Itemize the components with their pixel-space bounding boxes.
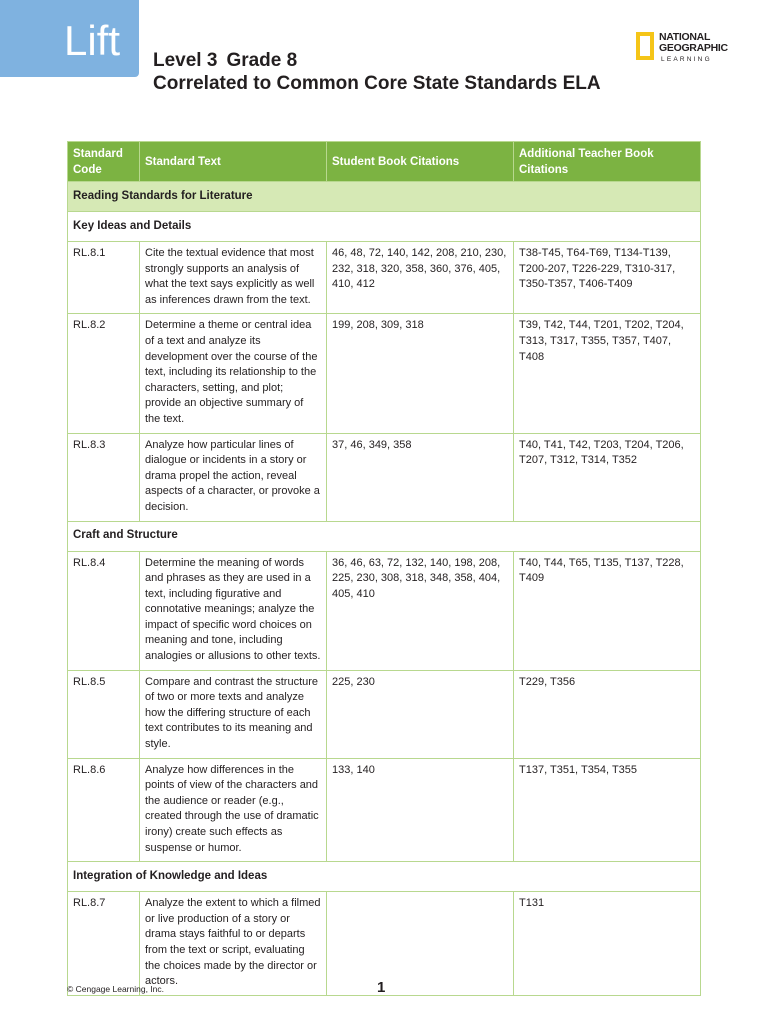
column-header: Student Book Citations <box>327 142 514 182</box>
subsection-row <box>68 521 701 551</box>
teacher-book-citations: T40, T44, T65, T135, T137, T228, T409 <box>514 551 701 670</box>
standard-text: Analyze how particular lines of dialogue or incidents in a story or drama propel the action, reveal aspects of a character, or provoke a decision. <box>140 433 327 521</box>
standard-code: RL.8.4 <box>68 551 140 670</box>
standard-text: Determine a theme or central idea of a text and analyze its development over the course of the text, including its relationship to the characters, setting, and plot; provide an objective summary of the text. <box>140 314 327 433</box>
standard-text: Compare and contrast the structure of two or more texts and analyze how the differing structure of each text contributes to its meaning and style. <box>140 670 327 758</box>
subsection-title: Integration of Knowledge and Ideas <box>68 862 701 892</box>
logo-line-3: LEARNING <box>661 56 712 63</box>
teacher-book-citations: T131 <box>514 892 701 996</box>
teacher-book-citations: T39, T42, T44, T201, T202, T204, T313, T317, T355, T357, T407, T408 <box>514 314 701 433</box>
column-header: Standard Text <box>140 142 327 182</box>
subsection-title: Craft and Structure <box>68 521 701 551</box>
page-number: 1 <box>377 979 386 996</box>
standard-code: RL.8.3 <box>68 433 140 521</box>
teacher-book-citations: T137, T351, T354, T355 <box>514 758 701 862</box>
student-book-citations: 133, 140 <box>327 758 514 862</box>
standards-table <box>67 141 701 996</box>
teacher-book-citations: T38-T45, T64-T69, T134-T139, T200-207, T226-229, T310-317, T350-T357, T406-T409 <box>514 242 701 314</box>
lift-brand-label: Lift <box>64 17 121 64</box>
yellow-frame-icon <box>636 32 654 60</box>
teacher-book-citations: T40, T41, T42, T203, T204, T206, T207, T312, T314, T352 <box>514 433 701 521</box>
logo-line-1: NATIONAL <box>659 31 711 43</box>
student-book-citations: 46, 48, 72, 140, 142, 208, 210, 230, 232, 318, 320, 358, 360, 376, 405, 410, 412 <box>327 242 514 314</box>
subsection-row <box>68 212 701 242</box>
column-header: Additional Teacher Book Citations <box>514 142 701 182</box>
standard-text: Analyze how differences in the points of view of the characters and the audience or reader (e.g., created through the use of dramatic irony) create such effects as suspense or humor. <box>140 758 327 862</box>
standard-text: Cite the textual evidence that most strongly supports an analysis of what the text says explicitly as well as inferences drawn from the text. <box>140 242 327 314</box>
student-book-citations: 36, 46, 63, 72, 132, 140, 198, 208, 225, 230, 308, 318, 348, 358, 404, 405, 410 <box>327 551 514 670</box>
standard-code: RL.8.5 <box>68 670 140 758</box>
section-row <box>68 182 701 212</box>
table-header-row <box>68 142 701 182</box>
subsection-row <box>68 862 701 892</box>
table-row <box>68 433 701 521</box>
subsection-title: Key Ideas and Details <box>68 212 701 242</box>
standard-text: Analyze the extent to which a filmed or live production of a story or drama stays faithful to or departs from the text or script, evaluating the choices made by the director or actors. <box>140 892 327 996</box>
lift-brand-tab <box>0 0 139 77</box>
copyright-notice: © Cengage Learning, Inc. <box>67 984 164 994</box>
student-book-citations: 225, 230 <box>327 670 514 758</box>
student-book-citations: 37, 46, 349, 358 <box>327 433 514 521</box>
teacher-book-citations: T229, T356 <box>514 670 701 758</box>
column-header: Standard Code <box>68 142 140 182</box>
standard-code: RL.8.1 <box>68 242 140 314</box>
table-row <box>68 242 701 314</box>
table-row <box>68 551 701 670</box>
standard-code: RL.8.2 <box>68 314 140 433</box>
page-subtitle: Correlated to Common Core State Standards ELA <box>153 73 601 94</box>
student-book-citations: 199, 208, 309, 318 <box>327 314 514 433</box>
level-label: Level 3 <box>153 50 218 71</box>
table-row <box>68 758 701 862</box>
table-row <box>68 314 701 433</box>
standard-code: RL.8.6 <box>68 758 140 862</box>
table-row <box>68 670 701 758</box>
national-geographic-logo <box>636 30 746 70</box>
grade-label: Grade 8 <box>226 50 298 71</box>
standard-text: Determine the meaning of words and phrases as they are used in a text, including figurative and connotative meanings; analyze the impact of specific word choices on meaning and tone, including analogies or allusions to other texts. <box>140 551 327 670</box>
logo-line-2: GEOGRAPHIC <box>659 42 728 54</box>
page-title <box>153 49 601 96</box>
standard-code: RL.8.7 <box>68 892 140 996</box>
student-book-citations <box>327 892 514 996</box>
section-title: Reading Standards for Literature <box>68 182 701 212</box>
